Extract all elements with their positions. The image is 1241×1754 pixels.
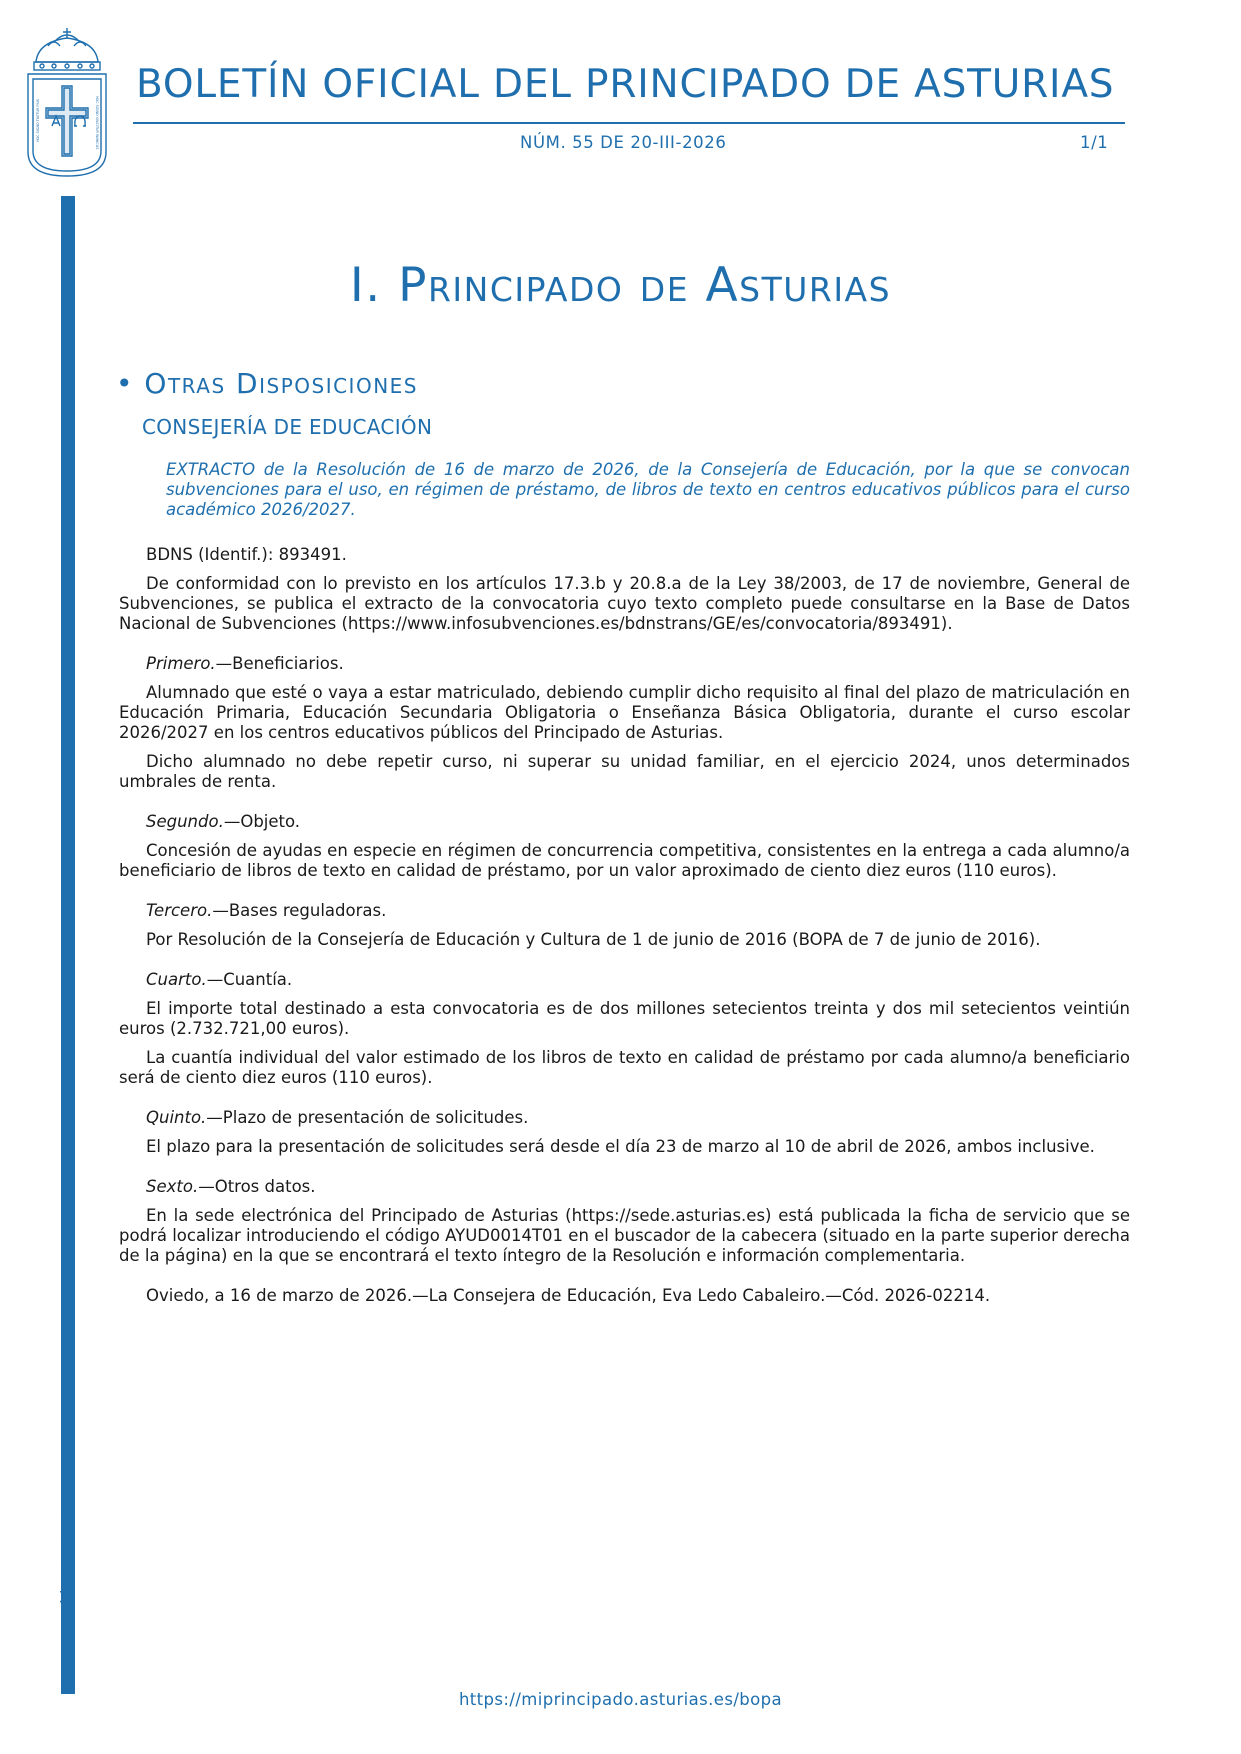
coat-of-arms-logo xyxy=(26,24,108,178)
signature-line: Oviedo, a 16 de marzo de 2026.—La Consejera de Educación, Eva Ledo Cabaleiro.—Cód. 2026-02214. xyxy=(146,1286,991,1305)
intro-paragraph: De conformidad con lo previsto en los artículos 17.3.b y 20.8.a de la Ley 38/2003, de 17 de noviembre, General de Subvenciones, se publica el extracto de la convocatoria cuyo texto completo puede consultarse en la Base de Datos Nacional de Subvenciones (https://www.infosubvenciones.es/bdnstrans/GE/es/convocatoria/893491). xyxy=(119,574,1130,633)
svg-text:HOC SIGNO VINCITUR INIMICUS: HOC SIGNO VINCITUR INIMICUS xyxy=(95,96,99,150)
heading-cuarto xyxy=(119,970,1130,990)
heading-title: —Bases reguladoras. xyxy=(212,901,387,920)
heading-label: Segundo. xyxy=(146,812,224,831)
heading-title: —Cuantía. xyxy=(206,970,293,989)
paragraph: La cuantía individual del valor estimado de los libros de texto en calidad de préstamo por cada alumno/a beneficiario será de ciento diez euros (110 euros). xyxy=(119,1048,1130,1087)
heading-title: —Otros datos. xyxy=(198,1177,316,1196)
heading-tercero xyxy=(119,901,1130,921)
heading-label: Cuarto. xyxy=(146,970,207,989)
bdns-id: BDNS (Identif.): 893491. xyxy=(146,545,347,564)
heading-segundo xyxy=(119,812,1130,832)
department-name: CONSEJERÍA DE EDUCACIÓN xyxy=(142,415,433,439)
paragraph: Por Resolución de la Consejería de Educación y Cultura de 1 de junio de 2016 (BOPA de 7 de junio de 2016). xyxy=(146,930,1041,949)
paragraph: Alumnado que esté o vaya a estar matriculado, debiendo cumplir dicho requisito al final del plazo de matriculación en Educación Primaria, Educación Secundaria Obligatoria o Enseñanza Básica Obligatoria, durante el curso escolar 2026/2027 en los centros educativos públicos del Principado de Asturias. xyxy=(119,683,1130,742)
heading-quinto xyxy=(119,1108,1130,1128)
paragraph: Concesión de ayudas en especie en régimen de concurrencia competitiva, consistentes en la entrega a cada alumno/a beneficiario de libros de texto en calidad de préstamo, por un valor aproximado de ciento diez euros (110 euros). xyxy=(119,841,1130,880)
section-heading: I. Principado de Asturias xyxy=(349,258,892,313)
paragraph: El plazo para la presentación de solicitudes será desde el día 23 de marzo al 10 de abril de 2026, ambos inclusive. xyxy=(146,1137,1095,1156)
heading-label: Primero. xyxy=(146,654,216,673)
page-number: 1/1 xyxy=(1080,133,1109,152)
resolution-summary: EXTRACTO de la Resolución de 16 de marzo de 2026, de la Consejería de Educación, por la que se convocan subvenciones para el uso, en régimen de préstamo, de libros de texto en centros educativos públicos para el curso académico 2026/2027. xyxy=(166,460,1130,519)
side-document-code: Cód. 2026-02214 xyxy=(59,1505,75,1618)
document-body xyxy=(119,545,1130,1315)
heading-label: Quinto. xyxy=(146,1108,207,1127)
header-rule xyxy=(133,122,1125,124)
heading-sexto xyxy=(119,1177,1130,1197)
bulletin-title: BOLETÍN OFICIAL DEL PRINCIPADO DE ASTURIAS xyxy=(136,62,1115,107)
footer-link[interactable]: https://miprincipado.asturias.es/bopa xyxy=(458,1690,783,1709)
paragraph: Dicho alumnado no debe repetir curso, ni superar su unidad familiar, en el ejercicio 2024, unos determinados umbrales de renta. xyxy=(119,752,1130,791)
svg-text:HOC SIGNO TUETUR PIUS: HOC SIGNO TUETUR PIUS xyxy=(36,98,40,142)
heading-primero xyxy=(119,654,1130,674)
subsection-heading: • Otras Disposiciones xyxy=(116,367,418,400)
heading-label: Tercero. xyxy=(146,901,213,920)
paragraph: El importe total destinado a esta convocatoria es de dos millones setecientos treinta y dos mil setecientos veintiún euros (2.732.721,00 euros). xyxy=(119,999,1130,1038)
heading-title: —Beneficiarios. xyxy=(215,654,344,673)
heading-title: —Objeto. xyxy=(223,812,301,831)
paragraph: En la sede electrónica del Principado de Asturias (https://sede.asturias.es) está publicada la ficha de servicio que se podrá localizar introduciendo el código AYUD0014T01 en el buscador de la cabecera (situado en la parte superior derecha de la página) en la que se encontrará el texto íntegro de la Resolución e información complementaria. xyxy=(119,1206,1130,1265)
heading-title: —Plazo de presentación de solicitudes. xyxy=(206,1108,529,1127)
issue-number: NÚM. 55 DE 20-III-2026 xyxy=(520,133,727,152)
heading-label: Sexto. xyxy=(146,1177,199,1196)
